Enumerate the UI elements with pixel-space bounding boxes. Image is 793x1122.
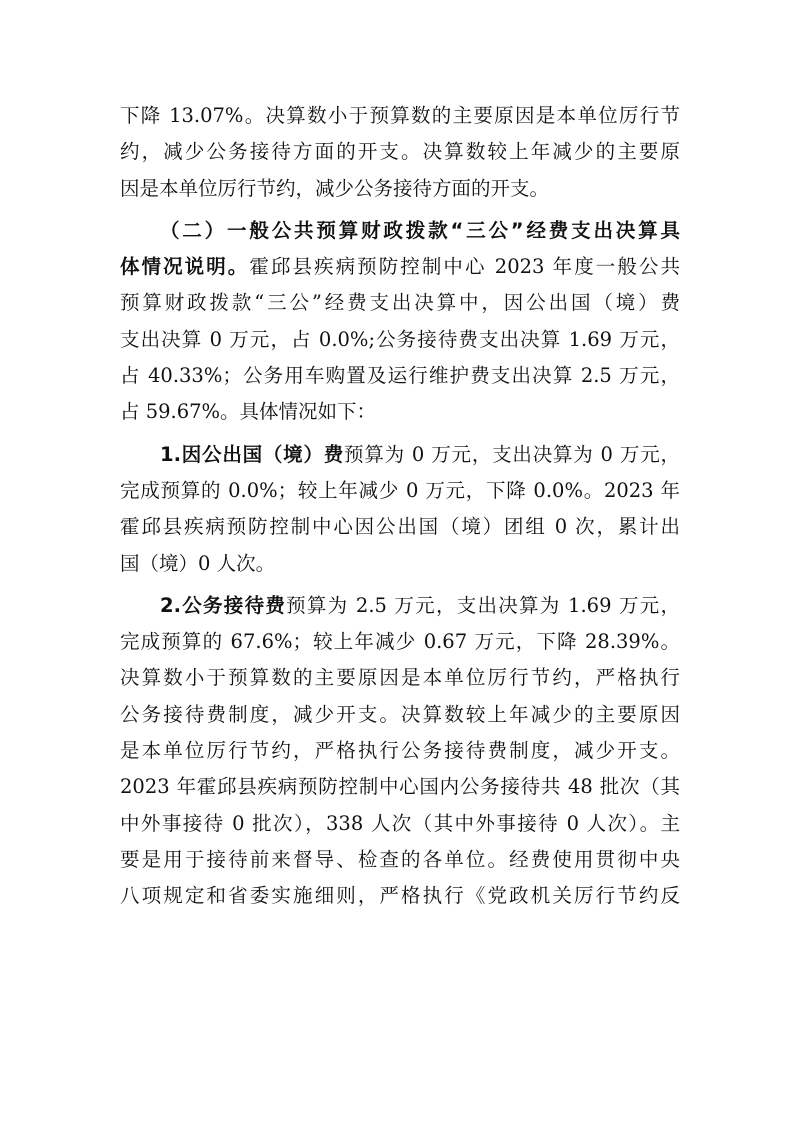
text-line — [120, 588, 680, 624]
text-line: 决算数小于预算数的主要原因是本单位厉行节约，严格执行 — [120, 666, 680, 690]
text-line: 完成预算的 67.6%；较上年减少 0.67 万元，下降 28.39%。 — [120, 630, 680, 654]
section-heading: （二）一般公共预算财政拨款“三公”经费支出决算具 — [160, 218, 680, 242]
text-line: 2023 年霍邱县疾病预防控制中心国内公务接待共 48 批次（其 — [120, 775, 680, 799]
text-span: 预算为 2.5 万元，支出决算为 1.69 万元， — [286, 593, 680, 617]
text-line: 是本单位厉行节约，严格执行公务接待费制度，减少开支。 — [120, 739, 680, 763]
text-line: 国（境）0 人次。 — [120, 551, 276, 575]
paragraph-conference-fee-tail — [120, 98, 680, 207]
document-page — [120, 98, 680, 915]
text-line — [120, 249, 680, 285]
text-line: 约，减少公务接待方面的开支。决算数较上年减少的主要原 — [120, 140, 680, 164]
text-line: 支出决算 0 万元，占 0.0%;公务接待费支出决算 1.69 万元， — [120, 327, 680, 351]
subsection-heading: 1.因公出国（境）费 — [160, 442, 345, 466]
text-line: 因是本单位厉行节约，减少公务接待方面的开支。 — [120, 176, 550, 200]
paragraph-overseas-travel — [120, 437, 680, 582]
text-line: 公务接待费制度，减少开支。决算数较上年减少的主要原因 — [120, 702, 680, 726]
text-line: 中外事接待 0 批次），338 人次（其中外事接待 0 人次）。主 — [120, 811, 680, 835]
subsection-heading: 2.公务接待费 — [160, 593, 287, 617]
paragraph-official-reception — [120, 588, 680, 915]
text-line: 占 59.67%。具体情况如下： — [120, 400, 377, 424]
text-line — [120, 437, 680, 473]
text-line: 预算财政拨款“三公”经费支出决算中，因公出国（境）费 — [120, 291, 680, 315]
text-line: 占 40.33%；公务用车购置及运行维护费支出决算 2.5 万元， — [120, 364, 680, 388]
text-line: 八项规定和省委实施细则，严格执行《党政机关厉行节约反 — [120, 884, 680, 908]
text-line: 要是用于接待前来督导、检查的各单位。经费使用贯彻中央 — [120, 847, 680, 871]
text-line: 下降 13.07%。决算数小于预算数的主要原因是本单位厉行节 — [120, 104, 680, 127]
text-span: 预算为 0 万元，支出决算为 0 万元， — [344, 442, 680, 466]
text-line: 霍邱县疾病预防控制中心因公出国（境）团组 0 次，累计出 — [120, 515, 680, 539]
text-line: 完成预算的 0.0%；较上年减少 0 万元，下降 0.0%。2023 年 — [120, 478, 680, 502]
text-span: 霍邱县疾病预防控制中心 2023 年度一般公共 — [249, 255, 680, 279]
paragraph-three-public-summary — [120, 213, 680, 431]
section-heading-end: 体情况说明。 — [120, 255, 250, 279]
